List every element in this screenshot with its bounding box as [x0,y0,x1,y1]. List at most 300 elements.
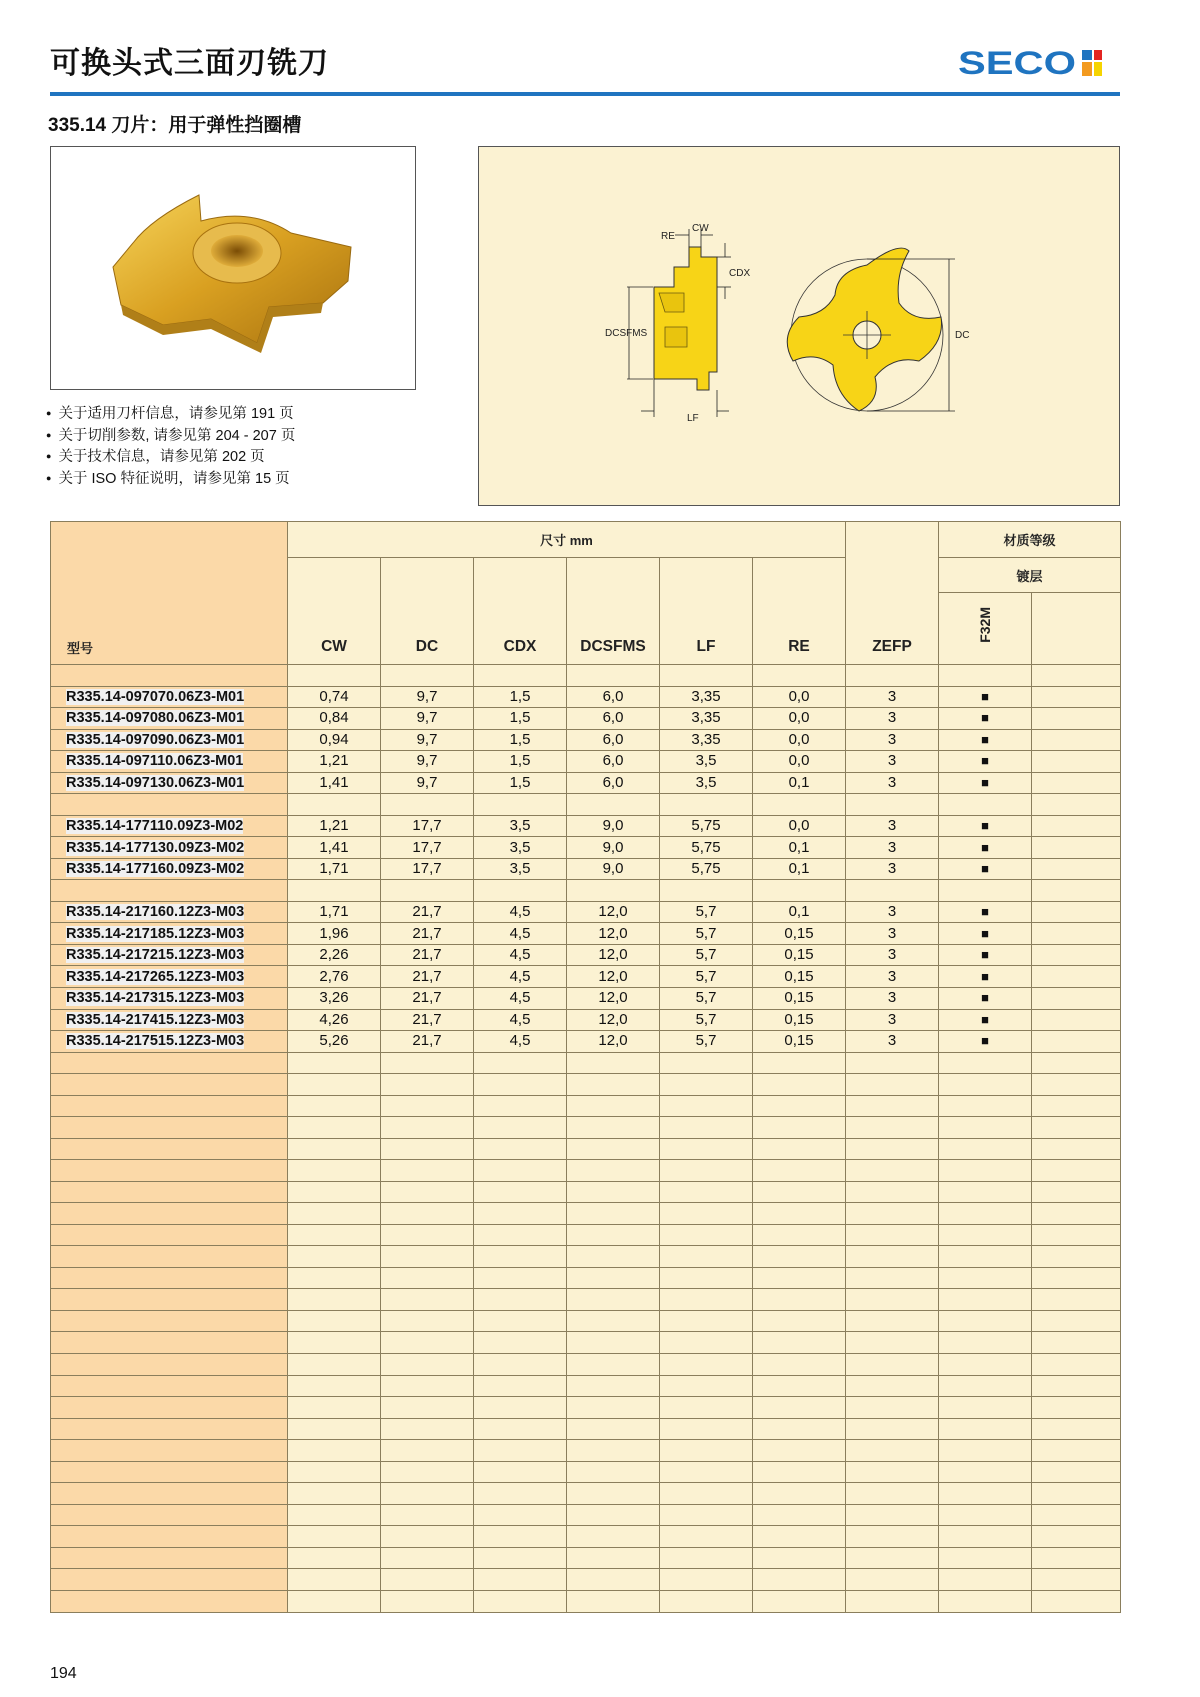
grade-cell [939,880,1032,902]
zefp-cell: 3 [846,837,939,859]
value-cell [567,1375,660,1397]
header-rule [50,92,1120,96]
grade-cell: ■ [939,944,1032,966]
cw-cell: 0,84 [288,708,381,730]
cw-cell: 3,26 [288,987,381,1009]
value-cell [753,1418,846,1440]
value-cell [846,1267,939,1289]
value-cell [753,1074,846,1096]
value-cell [660,1224,753,1246]
value-cell [474,1224,567,1246]
zefp-cell: 3 [846,1009,939,1031]
cdx-cell: 1,5 [474,772,567,794]
value-cell [288,1483,381,1505]
model-cell [51,665,288,687]
value-cell [753,1138,846,1160]
value-cell [1032,1246,1121,1268]
value-cell [753,1354,846,1376]
header-cw: CW [288,558,381,665]
zefp-cell: 3 [846,729,939,751]
logo-square-blue [1082,50,1092,60]
value-cell [753,1461,846,1483]
value-cell [660,1246,753,1268]
model-cell [51,1418,288,1440]
re-cell: 0,1 [753,901,846,923]
cw-cell: 1,41 [288,772,381,794]
value-cell [474,1483,567,1505]
value-cell [939,1483,1032,1505]
note-item: ● 关于技术信息，请参见第 202 页 [46,446,295,468]
value-cell [288,1246,381,1268]
value-cell [753,1203,846,1225]
value-cell [660,1504,753,1526]
dc-cell [381,794,474,816]
value-cell [567,1483,660,1505]
empty-table-row [51,1289,1121,1311]
value-cell [474,1526,567,1548]
value-cell [474,1203,567,1225]
value-cell [939,1375,1032,1397]
value-cell [1032,1117,1121,1139]
value-cell [381,1483,474,1505]
lf-cell: 5,75 [660,815,753,837]
model-cell [51,1289,288,1311]
model-cell [51,1375,288,1397]
value-cell [846,1289,939,1311]
value-cell [939,1095,1032,1117]
label-dc: DC [955,330,970,341]
cdx-cell: 3,5 [474,858,567,880]
grade-empty-cell [1032,794,1121,816]
value-cell [846,1052,939,1074]
re-cell: 0,15 [753,987,846,1009]
table-row [51,966,1121,988]
value-cell [1032,1052,1121,1074]
value-cell [381,1461,474,1483]
value-cell [846,1440,939,1462]
grade-cell: ■ [939,708,1032,730]
value-cell [939,1224,1032,1246]
header-grade-empty [1032,593,1121,665]
value-cell [567,1267,660,1289]
value-cell [1032,1289,1121,1311]
dcsfms-cell: 12,0 [567,1009,660,1031]
dc-cell: 21,7 [381,1009,474,1031]
value-cell [846,1354,939,1376]
value-cell [1032,1526,1121,1548]
value-cell [939,1289,1032,1311]
value-cell [474,1418,567,1440]
value-cell [567,1569,660,1591]
value-cell [567,1504,660,1526]
value-cell [567,1440,660,1462]
lf-cell: 5,75 [660,837,753,859]
empty-table-row [51,1526,1121,1548]
re-cell: 0,15 [753,944,846,966]
lf-cell: 5,7 [660,944,753,966]
dcsfms-cell: 6,0 [567,686,660,708]
value-cell [660,1397,753,1419]
grade-empty-cell [1032,987,1121,1009]
value-cell [846,1418,939,1440]
value-cell [660,1547,753,1569]
cdx-cell [474,665,567,687]
value-cell [939,1117,1032,1139]
logo-square-orange [1082,62,1092,76]
empty-table-row [51,1267,1121,1289]
table-row [51,794,1121,816]
model-cell: R335.14-097090.06Z3-M01 [51,729,288,751]
dcsfms-cell: 12,0 [567,987,660,1009]
logo-square-yellow [1094,62,1102,76]
value-cell [1032,1160,1121,1182]
value-cell [288,1397,381,1419]
lf-cell: 5,75 [660,858,753,880]
value-cell [288,1590,381,1612]
model-cell: R335.14-217315.12Z3-M03 [51,987,288,1009]
table-row [51,729,1121,751]
cw-cell [288,794,381,816]
value-cell [753,1310,846,1332]
dc-cell: 21,7 [381,966,474,988]
value-cell [381,1397,474,1419]
value-cell [381,1440,474,1462]
model-cell [51,794,288,816]
value-cell [1032,1375,1121,1397]
dc-cell: 9,7 [381,751,474,773]
dcsfms-cell: 12,0 [567,1031,660,1053]
value-cell [381,1224,474,1246]
value-cell [288,1224,381,1246]
side-view-insert [654,247,717,390]
value-cell [1032,1569,1121,1591]
grade-cell [939,794,1032,816]
value-cell [1032,1590,1121,1612]
label-dcsfms: DCSFMS [605,328,648,339]
dcsfms-cell: 12,0 [567,944,660,966]
value-cell [939,1440,1032,1462]
value-cell [474,1440,567,1462]
empty-table-row [51,1590,1121,1612]
value-cell [753,1267,846,1289]
cdx-cell: 4,5 [474,901,567,923]
table-row [51,944,1121,966]
value-cell [567,1354,660,1376]
grade-cell: ■ [939,686,1032,708]
grade-cell: ■ [939,858,1032,880]
value-cell [567,1203,660,1225]
cdx-cell: 4,5 [474,923,567,945]
empty-table-row [51,1375,1121,1397]
value-cell [381,1310,474,1332]
value-cell [567,1418,660,1440]
grade-cell: ■ [939,772,1032,794]
value-cell [1032,1440,1121,1462]
value-cell [474,1138,567,1160]
dcsfms-cell [567,794,660,816]
grade-cell: ■ [939,966,1032,988]
value-cell [939,1267,1032,1289]
value-cell [846,1590,939,1612]
lf-cell: 5,7 [660,987,753,1009]
value-cell [381,1332,474,1354]
cw-cell: 1,71 [288,901,381,923]
grade-empty-cell [1032,944,1121,966]
model-cell: R335.14-217160.12Z3-M03 [51,901,288,923]
grade-empty-cell [1032,880,1121,902]
empty-table-row [51,1461,1121,1483]
grade-cell: ■ [939,751,1032,773]
value-cell [288,1181,381,1203]
model-cell [51,1160,288,1182]
value-cell [288,1504,381,1526]
value-cell [474,1117,567,1139]
value-cell [474,1332,567,1354]
value-cell [846,1138,939,1160]
empty-table-row [51,1138,1121,1160]
header-material-grade: 材质等级 [939,522,1121,558]
grade-cell: ■ [939,729,1032,751]
value-cell [939,1310,1032,1332]
value-cell [381,1074,474,1096]
value-cell [846,1504,939,1526]
empty-table-row [51,1483,1121,1505]
value-cell [1032,1332,1121,1354]
value-cell [1032,1138,1121,1160]
model-cell [51,1052,288,1074]
value-cell [474,1095,567,1117]
dc-cell: 17,7 [381,815,474,837]
grade-cell: ■ [939,987,1032,1009]
value-cell [753,1160,846,1182]
dc-cell: 17,7 [381,858,474,880]
cw-cell: 1,96 [288,923,381,945]
re-cell: 0,15 [753,923,846,945]
cdx-cell: 4,5 [474,966,567,988]
re-cell [753,880,846,902]
model-cell [51,1117,288,1139]
value-cell [381,1526,474,1548]
logo-text: SECO [958,46,1076,80]
dcsfms-cell: 12,0 [567,923,660,945]
value-cell [381,1289,474,1311]
model-cell [51,1095,288,1117]
value-cell [939,1354,1032,1376]
value-cell [846,1310,939,1332]
value-cell [288,1375,381,1397]
cw-cell: 2,26 [288,944,381,966]
value-cell [753,1590,846,1612]
value-cell [939,1397,1032,1419]
lf-cell: 3,35 [660,686,753,708]
value-cell [474,1181,567,1203]
value-cell [567,1461,660,1483]
re-cell: 0,1 [753,837,846,859]
zefp-cell: 3 [846,708,939,730]
value-cell [1032,1310,1121,1332]
label-cdx: CDX [729,268,751,279]
re-cell: 0,15 [753,1009,846,1031]
header-zefp: ZEFP [846,522,939,665]
value-cell [753,1375,846,1397]
cw-cell: 5,26 [288,1031,381,1053]
value-cell [381,1138,474,1160]
value-cell [474,1267,567,1289]
cw-cell [288,880,381,902]
cdx-cell: 3,5 [474,815,567,837]
value-cell [846,1569,939,1591]
header-cdx: CDX [474,558,567,665]
label-cw: CW [692,223,709,234]
seco-logo [958,46,1118,80]
model-cell: R335.14-217215.12Z3-M03 [51,944,288,966]
zefp-cell: 3 [846,901,939,923]
value-cell [474,1160,567,1182]
model-cell: R335.14-217515.12Z3-M03 [51,1031,288,1053]
model-cell: R335.14-177160.09Z3-M02 [51,858,288,880]
value-cell [567,1310,660,1332]
grade-empty-cell [1032,772,1121,794]
model-cell [51,1526,288,1548]
model-cell: R335.14-177130.09Z3-M02 [51,837,288,859]
value-cell [288,1267,381,1289]
value-cell [288,1332,381,1354]
empty-table-row [51,1160,1121,1182]
model-cell: R335.14-097070.06Z3-M01 [51,686,288,708]
model-cell [51,1267,288,1289]
lf-cell: 3,5 [660,751,753,773]
grade-empty-cell [1032,966,1121,988]
dcsfms-cell: 9,0 [567,815,660,837]
value-cell [474,1590,567,1612]
grade-empty-cell [1032,815,1121,837]
re-cell: 0,15 [753,966,846,988]
value-cell [846,1375,939,1397]
zefp-cell: 3 [846,772,939,794]
value-cell [660,1138,753,1160]
header-grade-f32m: F32M [939,593,1032,665]
value-cell [660,1289,753,1311]
value-cell [567,1289,660,1311]
value-cell [474,1354,567,1376]
model-cell [51,1590,288,1612]
cdx-cell: 4,5 [474,987,567,1009]
value-cell [567,1095,660,1117]
value-cell [660,1095,753,1117]
value-cell [939,1569,1032,1591]
grade-empty-cell [1032,686,1121,708]
dc-cell: 9,7 [381,729,474,751]
zefp-cell [846,880,939,902]
cw-cell: 0,94 [288,729,381,751]
lf-cell: 3,35 [660,708,753,730]
value-cell [474,1375,567,1397]
value-cell [660,1375,753,1397]
dcsfms-cell [567,880,660,902]
value-cell [939,1547,1032,1569]
cdx-cell: 1,5 [474,751,567,773]
value-cell [939,1181,1032,1203]
dc-cell: 21,7 [381,901,474,923]
dc-cell: 17,7 [381,837,474,859]
cdx-cell: 1,5 [474,686,567,708]
value-cell [660,1181,753,1203]
empty-table-row [51,1203,1121,1225]
dc-cell: 9,7 [381,686,474,708]
value-cell [753,1569,846,1591]
value-cell [1032,1354,1121,1376]
value-cell [846,1181,939,1203]
re-cell: 0,1 [753,858,846,880]
dc-cell: 21,7 [381,944,474,966]
header-dcsfms: DCSFMS [567,558,660,665]
model-cell: R335.14-097130.06Z3-M01 [51,772,288,794]
label-lf: LF [687,413,699,424]
model-cell [51,1181,288,1203]
value-cell [660,1310,753,1332]
cw-cell: 1,71 [288,858,381,880]
value-cell [753,1246,846,1268]
lf-cell [660,880,753,902]
value-cell [660,1203,753,1225]
value-cell [660,1160,753,1182]
insert-photo-illustration [51,147,417,391]
dcsfms-cell: 12,0 [567,901,660,923]
dc-cell: 21,7 [381,923,474,945]
value-cell [1032,1397,1121,1419]
value-cell [381,1117,474,1139]
model-cell: R335.14-217185.12Z3-M03 [51,923,288,945]
table-row [51,901,1121,923]
dcsfms-cell: 9,0 [567,837,660,859]
model-cell: R335.14-097110.06Z3-M01 [51,751,288,773]
re-cell: 0,15 [753,1031,846,1053]
value-cell [939,1246,1032,1268]
model-cell: R335.14-097080.06Z3-M01 [51,708,288,730]
note-item: ● 关于 ISO 特征说明，请参见第 15 页 [46,468,295,490]
value-cell [660,1440,753,1462]
value-cell [660,1117,753,1139]
grade-cell [939,665,1032,687]
dc-cell [381,880,474,902]
value-cell [567,1138,660,1160]
value-cell [567,1160,660,1182]
re-cell: 0,1 [753,772,846,794]
dcsfms-cell: 12,0 [567,966,660,988]
value-cell [753,1181,846,1203]
value-cell [381,1267,474,1289]
grade-empty-cell [1032,858,1121,880]
value-cell [381,1547,474,1569]
re-cell [753,665,846,687]
value-cell [474,1504,567,1526]
note-item: ● 关于切削参数, 请参见第 204 - 207 页 [46,425,295,447]
cdx-cell: 4,5 [474,1031,567,1053]
dcsfms-cell: 6,0 [567,708,660,730]
value-cell [753,1504,846,1526]
reference-notes [46,403,295,489]
grade-empty-cell [1032,1009,1121,1031]
re-cell: 0,0 [753,751,846,773]
value-cell [753,1095,846,1117]
value-cell [939,1526,1032,1548]
cw-cell: 2,76 [288,966,381,988]
zefp-cell: 3 [846,1031,939,1053]
cdx-cell: 1,5 [474,708,567,730]
cdx-cell: 4,5 [474,1009,567,1031]
header-dimensions: 尺寸 mm [288,522,846,558]
value-cell [381,1246,474,1268]
